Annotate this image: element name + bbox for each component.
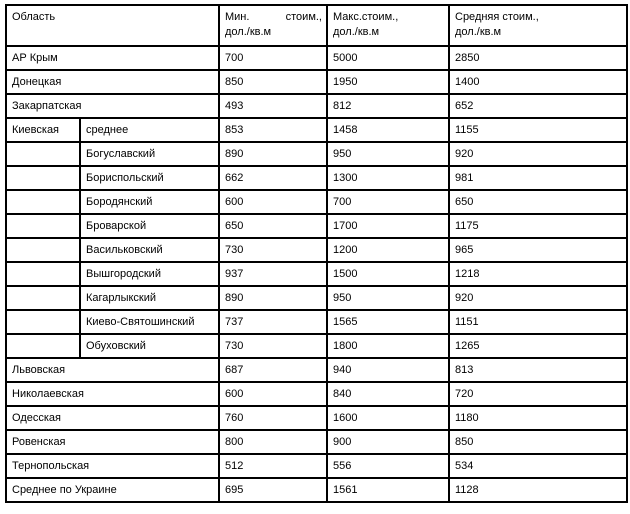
max-cell: 1200 [327,238,449,262]
avg-cell: 1400 [449,70,627,94]
table-body [6,46,627,502]
header-region-label: Область [12,11,56,23]
avg-cell: 534 [449,454,627,478]
min-cell: 695 [219,478,327,502]
header-region [6,5,219,46]
avg-cell: 813 [449,358,627,382]
max-cell: 556 [327,454,449,478]
header-avg-line1: Средняя стоим., [455,11,539,23]
region-cell: Закарпатская [6,94,219,118]
table-row-region [6,430,627,454]
region-spacer-cell [6,190,80,214]
district-cell: Обуховский [80,334,219,358]
max-cell: 1500 [327,262,449,286]
header-min-line2: дол./кв.м [225,26,272,38]
header-min-word1: Мин. [225,11,250,23]
region-spacer-cell [6,142,80,166]
region-cell: Ровенская [6,430,219,454]
region-spacer-cell [6,166,80,190]
region-spacer-cell [6,238,80,262]
max-cell: 1700 [327,214,449,238]
header-min-word2: стоим., [285,11,322,23]
avg-cell: 981 [449,166,627,190]
header-max [327,5,449,46]
region-cell: Одесская [6,406,219,430]
region-cell: Николаевская [6,382,219,406]
min-cell: 730 [219,334,327,358]
header-avg-line2: дол./кв.м [455,26,502,38]
min-cell: 760 [219,406,327,430]
region-cell: АР Крым [6,46,219,70]
table-row-district [6,166,627,190]
district-cell: Броварской [80,214,219,238]
min-cell: 853 [219,118,327,142]
max-cell: 5000 [327,46,449,70]
region-cell: Львовская [6,358,219,382]
table-row-region [6,406,627,430]
avg-cell: 1155 [449,118,627,142]
min-cell: 493 [219,94,327,118]
min-cell: 700 [219,46,327,70]
min-cell: 937 [219,262,327,286]
region-spacer-cell [6,286,80,310]
avg-cell: 920 [449,286,627,310]
district-cell: Вышгородский [80,262,219,286]
max-cell: 1458 [327,118,449,142]
min-cell: 512 [219,454,327,478]
header-max-line2: дол./кв.м [333,26,380,38]
min-cell: 600 [219,382,327,406]
min-cell: 890 [219,286,327,310]
avg-cell: 1180 [449,406,627,430]
max-cell: 1565 [327,310,449,334]
avg-cell: 2850 [449,46,627,70]
max-cell: 900 [327,430,449,454]
avg-cell: 1218 [449,262,627,286]
district-cell: Васильковский [80,238,219,262]
min-cell: 850 [219,70,327,94]
avg-cell: 720 [449,382,627,406]
max-cell: 1600 [327,406,449,430]
avg-cell: 850 [449,430,627,454]
district-cell: Бородянский [80,190,219,214]
avg-cell: 1265 [449,334,627,358]
max-cell: 950 [327,142,449,166]
max-cell: 700 [327,190,449,214]
max-cell: 840 [327,382,449,406]
min-cell: 650 [219,214,327,238]
table-row-district [6,190,627,214]
region-cell: Среднее по Украине [6,478,219,502]
district-cell: Бориспольский [80,166,219,190]
region-spacer-cell [6,334,80,358]
table-row-district [6,262,627,286]
avg-cell: 1175 [449,214,627,238]
district-cell: Киево-Святошинский [80,310,219,334]
table-row-district [6,238,627,262]
real-estate-price-table [5,4,628,503]
table-row-region [6,358,627,382]
max-cell: 1561 [327,478,449,502]
district-cell: среднее [80,118,219,142]
region-spacer-cell [6,214,80,238]
avg-cell: 652 [449,94,627,118]
max-cell: 812 [327,94,449,118]
max-cell: 950 [327,286,449,310]
header-min [219,5,327,46]
table-row-district [6,334,627,358]
table-row-region [6,46,627,70]
min-cell: 600 [219,190,327,214]
table-row-district [6,142,627,166]
min-cell: 730 [219,238,327,262]
region-cell: Тернопольская [6,454,219,478]
min-cell: 737 [219,310,327,334]
table-row-region [6,382,627,406]
table-row-total [6,478,627,502]
header-min-line1 [225,10,322,25]
avg-cell: 920 [449,142,627,166]
avg-cell: 650 [449,190,627,214]
region-cell: Донецкая [6,70,219,94]
table-row-region [6,70,627,94]
table-row-district [6,214,627,238]
avg-cell: 965 [449,238,627,262]
table-row-district [6,310,627,334]
max-cell: 1950 [327,70,449,94]
header-max-line1: Макс.стоим., [333,11,399,23]
min-cell: 800 [219,430,327,454]
table-row-region [6,94,627,118]
header-avg [449,5,627,46]
max-cell: 1300 [327,166,449,190]
table-row-group [6,118,627,142]
page [0,4,630,514]
avg-cell: 1128 [449,478,627,502]
district-cell: Кагарлыкский [80,286,219,310]
table-row-district [6,286,627,310]
table-row-region [6,454,627,478]
max-cell: 1800 [327,334,449,358]
table-header [6,5,627,46]
district-cell: Богуславский [80,142,219,166]
min-cell: 687 [219,358,327,382]
region-spacer-cell [6,310,80,334]
min-cell: 662 [219,166,327,190]
region-spacer-cell [6,262,80,286]
max-cell: 940 [327,358,449,382]
region-cell: Киевская [6,118,80,142]
min-cell: 890 [219,142,327,166]
avg-cell: 1151 [449,310,627,334]
header-row [6,5,627,46]
